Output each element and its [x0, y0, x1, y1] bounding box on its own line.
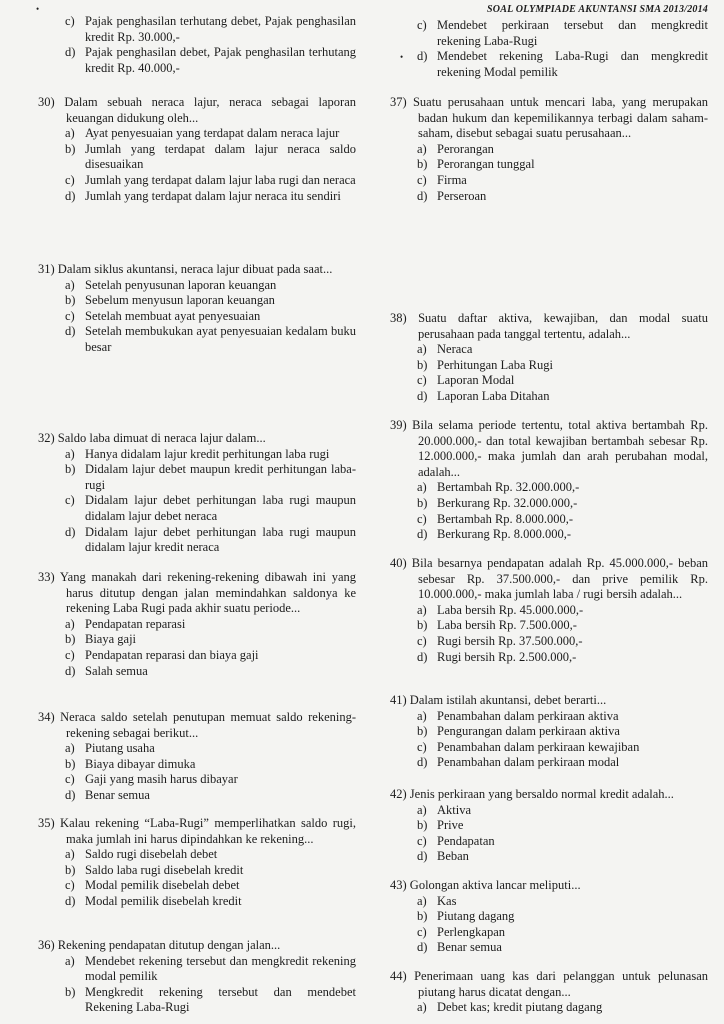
question-text: 36) Rekening pendapatan ditutup dengan jalan...: [38, 938, 281, 952]
option-letter: d): [417, 527, 428, 542]
answer-option: [390, 358, 708, 374]
option-letter: d): [65, 188, 76, 203]
question-43: [390, 878, 708, 956]
option-text: Didalam lajur debet maupun kredit perhitungan laba-rugi: [85, 462, 356, 492]
option-letter: a): [417, 893, 427, 908]
answer-option: [38, 847, 356, 863]
answer-option: [38, 632, 356, 648]
answer-option: [390, 527, 708, 543]
option-text: Salah semua: [85, 663, 148, 678]
option-letter: c): [65, 308, 75, 323]
answer-option: [38, 293, 356, 309]
option-letter: c): [65, 14, 75, 28]
option-text: Modal pemilik disebelah kredit: [85, 893, 242, 908]
option-letter: b): [65, 984, 76, 999]
option-letter: d): [417, 649, 428, 664]
option-letter: d): [65, 324, 76, 339]
option-text: Pengurangan dalam perkiraan aktiva: [437, 724, 620, 739]
option-text: Pendapatan reparasi dan biaya gaji: [85, 647, 259, 662]
answer-option: [38, 863, 356, 879]
question-text: 37) Suatu perusahaan untuk mencari laba, yang merupakan badan hukum dan kepemilikannya terbagi dalam saham-saham, disebut sebagai suatu perusahaan...: [390, 95, 708, 141]
answer-option: [38, 142, 356, 173]
answer-option: [390, 803, 708, 819]
option-letter: b): [65, 141, 76, 156]
option-text: Benar semua: [85, 787, 150, 802]
answer-option: [38, 126, 356, 142]
option-text: Jumlah yang terdapat dalam lajur neraca saldo disesuaikan: [85, 141, 356, 172]
answer-option: [390, 724, 708, 740]
option-text: Firma: [437, 172, 467, 187]
option-text: Saldo laba rugi disebelah kredit: [85, 862, 244, 877]
question-text: 30) Dalam sebuah neraca lajur, neraca sebagai laporan keuangan didukung oleh...: [38, 95, 356, 125]
answer-option: [38, 493, 356, 524]
option-letter: a): [417, 708, 427, 723]
option-letter: a): [417, 342, 427, 357]
answer-option: [38, 324, 356, 355]
option-letter: c): [417, 833, 427, 848]
option-text: Setelah membukukan ayat penyesuaian kedalam buku besar: [85, 324, 356, 354]
option-text: Laporan Laba Ditahan: [437, 388, 550, 403]
option-text: Debet kas; kredit piutang dagang: [437, 1000, 603, 1015]
option-text: Pajak penghasilan terhutang debet, Pajak penghasilan kredit Rp. 30.000,-: [85, 14, 356, 44]
answer-option: [390, 909, 708, 925]
continued-options-left: [38, 14, 356, 76]
answer-option: [390, 512, 708, 528]
option-text: Aktiva: [437, 802, 472, 817]
answer-option: [390, 496, 708, 512]
option-text: Mendebet rekening Laba-Rugi dan mengkredit rekening Modal pemilik: [437, 49, 708, 79]
option-letter: a): [65, 277, 75, 292]
answer-option: [38, 525, 356, 556]
question-text: 35) Kalau rekening “Laba-Rugi” memperlihatkan saldo rugi, maka jumlah ini harus dipindahkan ke rekening...: [38, 816, 356, 846]
answer-option: [38, 894, 356, 910]
answer-option: [38, 772, 356, 788]
answer-option: [390, 925, 708, 941]
bullet-mark: •: [36, 4, 40, 14]
option-text: Laporan Modal: [437, 373, 515, 388]
option-letter: a): [417, 602, 427, 617]
option-letter: b): [417, 157, 428, 172]
answer-option: [390, 49, 708, 80]
answer-option: [38, 45, 356, 76]
option-letter: d): [417, 188, 428, 203]
option-text: Sebelum menyusun laporan keuangan: [85, 293, 275, 308]
option-letter: d): [65, 45, 76, 60]
option-text: Perhitungan Laba Rugi: [437, 357, 553, 372]
option-letter: d): [417, 755, 428, 770]
option-text: Beban: [437, 849, 469, 864]
option-text: Mendebet rekening tersebut dan mengkredit rekening modal pemilik: [85, 953, 356, 984]
question-42: [390, 787, 708, 865]
answer-option: [38, 664, 356, 680]
option-letter: b): [417, 357, 428, 372]
question-30: [38, 95, 356, 204]
option-letter: c): [65, 647, 75, 662]
option-text: Hanya didalam lajur kredit perhitungan laba rugi: [85, 446, 330, 461]
option-text: Berkurang Rp. 32.000.000,-: [437, 495, 578, 510]
option-text: Piutang usaha: [85, 741, 155, 756]
question-38: [390, 311, 708, 405]
option-text: Laba bersih Rp. 7.500.000,-: [437, 618, 577, 633]
option-letter: a): [65, 741, 75, 756]
answer-option: [38, 14, 356, 45]
answer-option: [390, 373, 708, 389]
option-letter: b): [417, 909, 428, 924]
option-letter: a): [417, 480, 427, 495]
option-text: Setelah membuat ayat penyesuaian: [85, 308, 261, 323]
question-44: [390, 969, 708, 1016]
option-letter: b): [417, 618, 428, 633]
answer-option: [38, 757, 356, 773]
option-text: Neraca: [437, 342, 473, 357]
option-letter: a): [65, 953, 75, 968]
question-37: [390, 95, 708, 204]
option-letter: d): [65, 524, 76, 539]
answer-option: [390, 603, 708, 619]
question-39: [390, 418, 708, 543]
option-letter: a): [65, 616, 75, 631]
answer-option: [38, 617, 356, 633]
question-33: [38, 570, 356, 679]
answer-option: [38, 741, 356, 757]
question-36: [38, 938, 356, 1016]
answer-option: [390, 142, 708, 158]
question-text: 34) Neraca saldo setelah penutupan memuat saldo rekening-rekening sebagai berikut...: [38, 710, 356, 740]
answer-option: [390, 634, 708, 650]
option-letter: b): [65, 632, 76, 647]
answer-option: [390, 618, 708, 634]
question-text: 33) Yang manakah dari rekening-rekening dibawah ini yang harus ditutup dengan jalan memindahkan saldonya ke rekening Laba Rugi pada akhir suatu periode...: [38, 570, 356, 616]
option-letter: a): [417, 802, 427, 817]
option-letter: c): [65, 878, 75, 893]
option-text: Perlengkapan: [437, 924, 506, 939]
question-text: 42) Jenis perkiraan yang bersaldo normal kredit adalah...: [390, 787, 674, 801]
option-letter: b): [417, 818, 428, 833]
option-text: Perorangan: [437, 141, 494, 156]
option-letter: c): [65, 493, 75, 508]
option-text: Penambahan dalam perkiraan modal: [437, 755, 620, 770]
answer-option: [390, 709, 708, 725]
answer-option: [390, 18, 708, 49]
answer-option: [390, 480, 708, 496]
option-letter: a): [65, 126, 75, 141]
answer-option: [390, 173, 708, 189]
question-32: [38, 431, 356, 556]
answer-option: [38, 878, 356, 894]
option-letter: b): [417, 495, 428, 510]
answer-option: [390, 834, 708, 850]
option-text: Laba bersih Rp. 45.000.000,-: [437, 602, 584, 617]
option-letter: a): [65, 446, 75, 461]
answer-option: [38, 954, 356, 985]
option-text: Gaji yang masih harus dibayar: [85, 772, 238, 787]
option-letter: b): [65, 462, 76, 477]
option-letter: a): [65, 847, 75, 862]
answer-option: [38, 462, 356, 493]
question-text: 38) Suatu daftar aktiva, kewajiban, dan modal suatu perusahaan pada tanggal tertentu, adalah...: [390, 311, 708, 341]
option-letter: b): [417, 724, 428, 739]
option-letter: a): [417, 141, 427, 156]
question-31: [38, 262, 356, 356]
option-letter: d): [65, 787, 76, 802]
option-letter: c): [65, 772, 75, 787]
option-text: Pendapatan: [437, 833, 495, 848]
question-text: 43) Golongan aktiva lancar meliputi...: [390, 878, 581, 892]
question-40: [390, 556, 708, 665]
option-text: Didalam lajur debet perhitungan laba rugi maupun didalam lajur debet neraca: [85, 493, 356, 523]
option-text: Pendapatan reparasi: [85, 616, 186, 631]
answer-option: [38, 309, 356, 325]
option-text: Setelah penyusunan laporan keuangan: [85, 277, 277, 292]
option-letter: c): [417, 924, 427, 939]
option-text: Ayat penyesuaian yang terdapat dalam neraca lajur: [85, 126, 340, 141]
option-letter: b): [65, 756, 76, 771]
answer-option: [38, 788, 356, 804]
option-text: Piutang dagang: [437, 909, 515, 924]
answer-option: [38, 278, 356, 294]
option-letter: c): [65, 172, 75, 187]
bullet-mark: •: [400, 52, 404, 62]
option-letter: c): [417, 172, 427, 187]
question-34: [38, 710, 356, 804]
question-41: [390, 693, 708, 771]
option-text: Perseroan: [437, 188, 487, 203]
option-text: Rugi bersih Rp. 37.500.000,-: [437, 633, 583, 648]
answer-option: [390, 740, 708, 756]
question-text: 31) Dalam siklus akuntansi, neraca lajur dibuat pada saat...: [38, 262, 333, 276]
question-text: 39) Bila selama periode tertentu, total aktiva bertambah Rp. 20.000.000,- dan total kewajiban bertambah sebesar Rp. 12.000.000,- maka jumlah dan arah perubahan modal, adalah...: [390, 418, 708, 479]
option-text: Jumlah yang terdapat dalam lajur neraca itu sendiri: [85, 188, 341, 203]
option-text: Saldo rugi disebelah debet: [85, 847, 218, 862]
option-text: Biaya gaji: [85, 632, 137, 647]
option-letter: b): [65, 293, 76, 308]
option-letter: a): [417, 1000, 427, 1015]
option-letter: c): [417, 373, 427, 388]
option-text: Mendebet perkiraan tersebut dan mengkredit rekening Laba-Rugi: [437, 18, 708, 48]
answer-option: [390, 157, 708, 173]
answer-option: [390, 189, 708, 205]
continued-options-right: [390, 18, 708, 80]
option-text: Berkurang Rp. 8.000.000,-: [437, 527, 572, 542]
answer-option: [390, 755, 708, 771]
option-letter: c): [417, 633, 427, 648]
question-text: 44) Penerimaan uang kas dari pelanggan untuk pelunasan piutang harus dicatat dengan...: [390, 969, 708, 999]
option-text: Benar semua: [437, 940, 502, 955]
answer-option: [38, 447, 356, 463]
option-text: Bertambah Rp. 8.000.000,-: [437, 511, 574, 526]
option-letter: d): [417, 49, 428, 64]
option-text: Kas: [437, 893, 457, 908]
option-letter: d): [65, 663, 76, 678]
option-text: Prive: [437, 818, 464, 833]
answer-option: [38, 189, 356, 205]
option-text: Biaya dibayar dimuka: [85, 756, 196, 771]
option-text: Didalam lajur debet perhitungan laba rugi maupun didalam lajur kredit neraca: [85, 524, 356, 555]
answer-option: [38, 173, 356, 189]
question-text: 32) Saldo laba dimuat di neraca lajur dalam...: [38, 431, 266, 445]
option-letter: d): [417, 940, 428, 955]
answer-option: [390, 894, 708, 910]
page-header: SOAL OLYMPIADE AKUNTANSI SMA 2013/2014: [487, 4, 708, 15]
answer-option: [390, 818, 708, 834]
option-letter: d): [65, 893, 76, 908]
answer-option: [390, 849, 708, 865]
answer-option: [390, 1000, 708, 1016]
option-text: Mengkredit rekening tersebut dan mendebet Rekening Laba-Rugi: [85, 984, 356, 1015]
option-letter: d): [417, 388, 428, 403]
option-text: Penambahan dalam perkiraan kewajiban: [437, 739, 640, 754]
question-text: 40) Bila besarnya pendapatan adalah Rp. 45.000.000,- beban sebesar Rp. 37.500.000,- dan prive pemilik Rp. 10.000.000,- maka jumlah laba / rugi bersih adalah...: [390, 556, 708, 602]
answer-option: [38, 648, 356, 664]
option-text: Jumlah yang terdapat dalam lajur laba rugi dan neraca: [85, 172, 356, 187]
answer-option: [390, 342, 708, 358]
option-letter: c): [417, 739, 427, 754]
option-text: Bertambah Rp. 32.000.000,-: [437, 480, 580, 495]
answer-option: [390, 389, 708, 405]
question-35: [38, 816, 356, 910]
option-letter: c): [417, 511, 427, 526]
option-text: Penambahan dalam perkiraan aktiva: [437, 708, 619, 723]
answer-option: [390, 940, 708, 956]
option-text: Modal pemilik disebelah debet: [85, 878, 240, 893]
option-letter: b): [65, 862, 76, 877]
option-letter: d): [417, 849, 428, 864]
option-text: Perorangan tunggal: [437, 157, 535, 172]
option-text: Pajak penghasilan debet, Pajak penghasilan terhutang kredit Rp. 40.000,-: [85, 45, 356, 75]
answer-option: [390, 650, 708, 666]
option-letter: c): [417, 18, 427, 32]
question-text: 41) Dalam istilah akuntansi, debet berarti...: [390, 693, 607, 707]
option-text: Rugi bersih Rp. 2.500.000,-: [437, 649, 577, 664]
answer-option: [38, 985, 356, 1016]
